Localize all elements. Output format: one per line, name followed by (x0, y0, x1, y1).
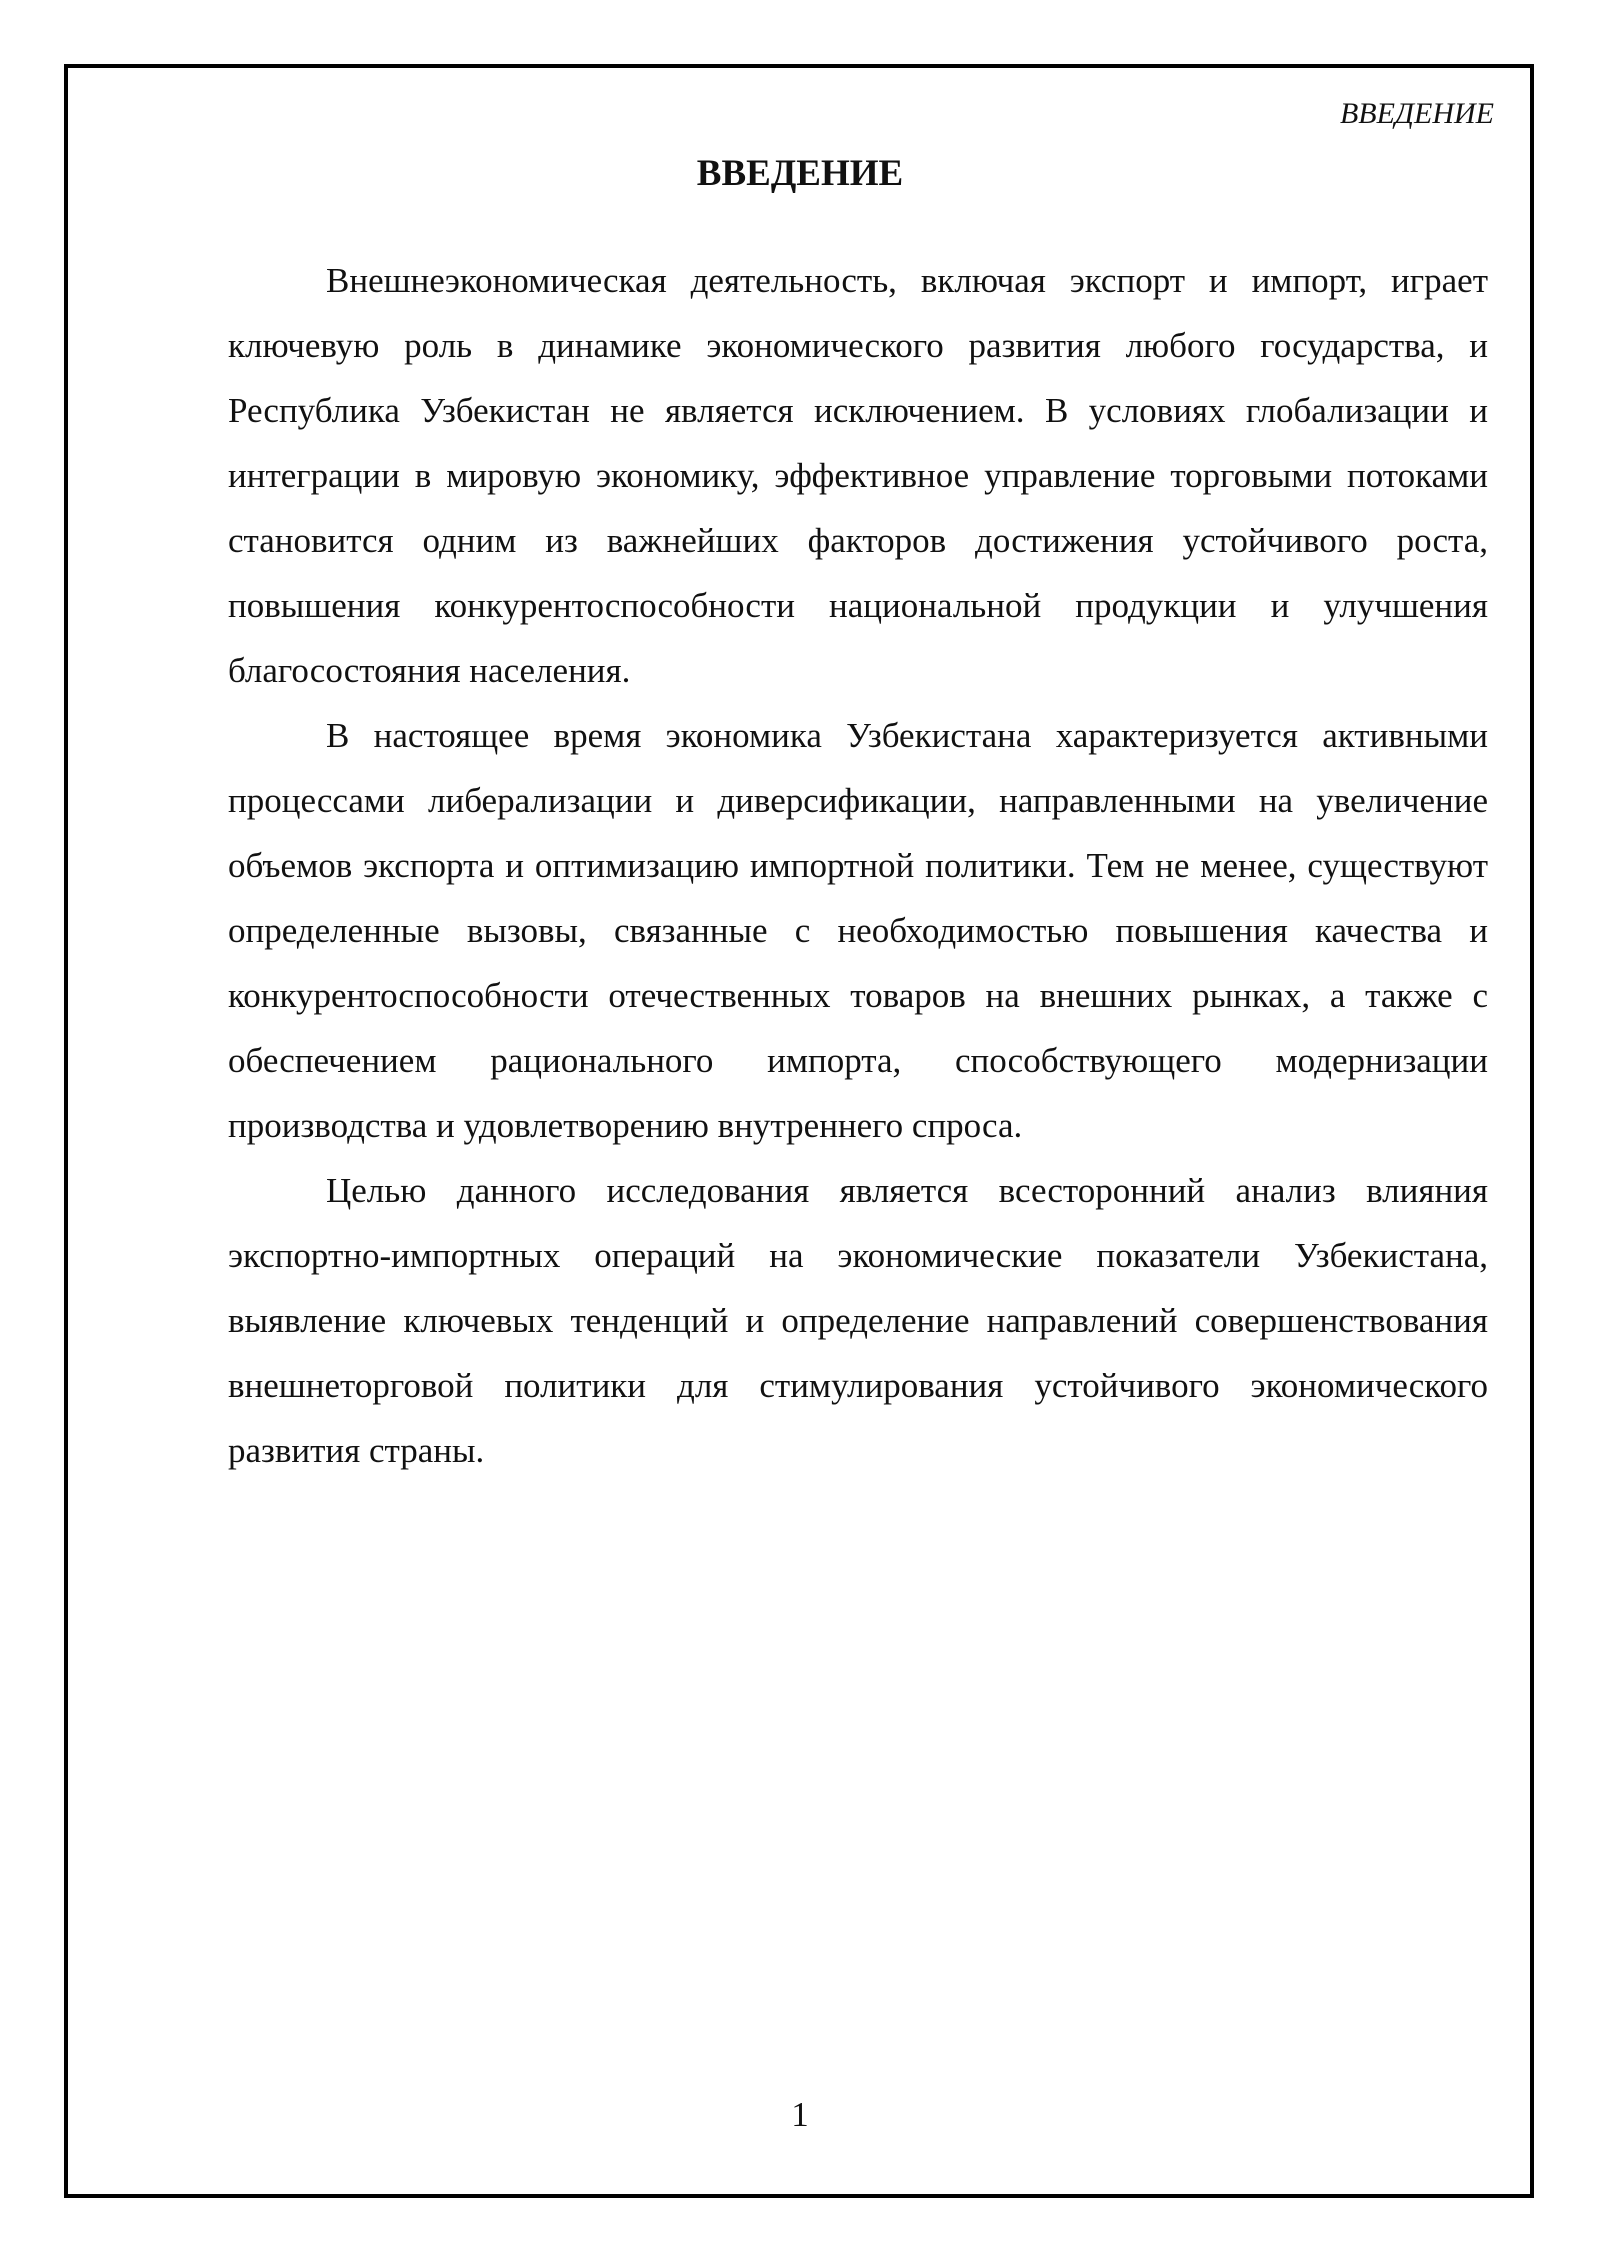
page-number: 1 (791, 2095, 809, 2134)
paragraph-1: Внешнеэкономическая деятельность, включая экспорт и импорт, играет ключевую роль в динамике экономического развития любого государства, и Республика Узбекистан не является исключением. В условиях глобализации и интеграции в мировую экономику, эффективное управление торговыми потоками становится одним из важнейших факторов достижения устойчивого роста, повышения конкурентоспособности национальной продукции и улучшения благосостояния населения. (228, 261, 1488, 690)
paragraph-3: Целью данного исследования является всесторонний анализ влияния экспортно-импортных операций на экономические показатели Узбекистана, выявление ключевых тенденций и определение направлений совершенствования внешнеторговой политики для стимулирования устойчивого экономического развития страны. (228, 1171, 1488, 1470)
page-title: ВВЕДЕНИЕ (696, 153, 904, 194)
paragraph-2: В настоящее время экономика Узбекистана характеризуется активными процессами либерализации и диверсификации, направленными на увеличение объемов экспорта и оптимизацию импортной политики. Тем не менее, существуют определенные вызовы, связанные с необходимостью повышения качества и конкурентоспособности отечественных товаров на внешних рынках, а также с обеспечением рационального импорта, способствующего модернизации производства и удовлетворению внутреннего спроса. (228, 716, 1488, 1145)
body-text (228, 248, 1488, 1483)
running-header: ВВЕДЕНИЕ (1339, 97, 1494, 130)
